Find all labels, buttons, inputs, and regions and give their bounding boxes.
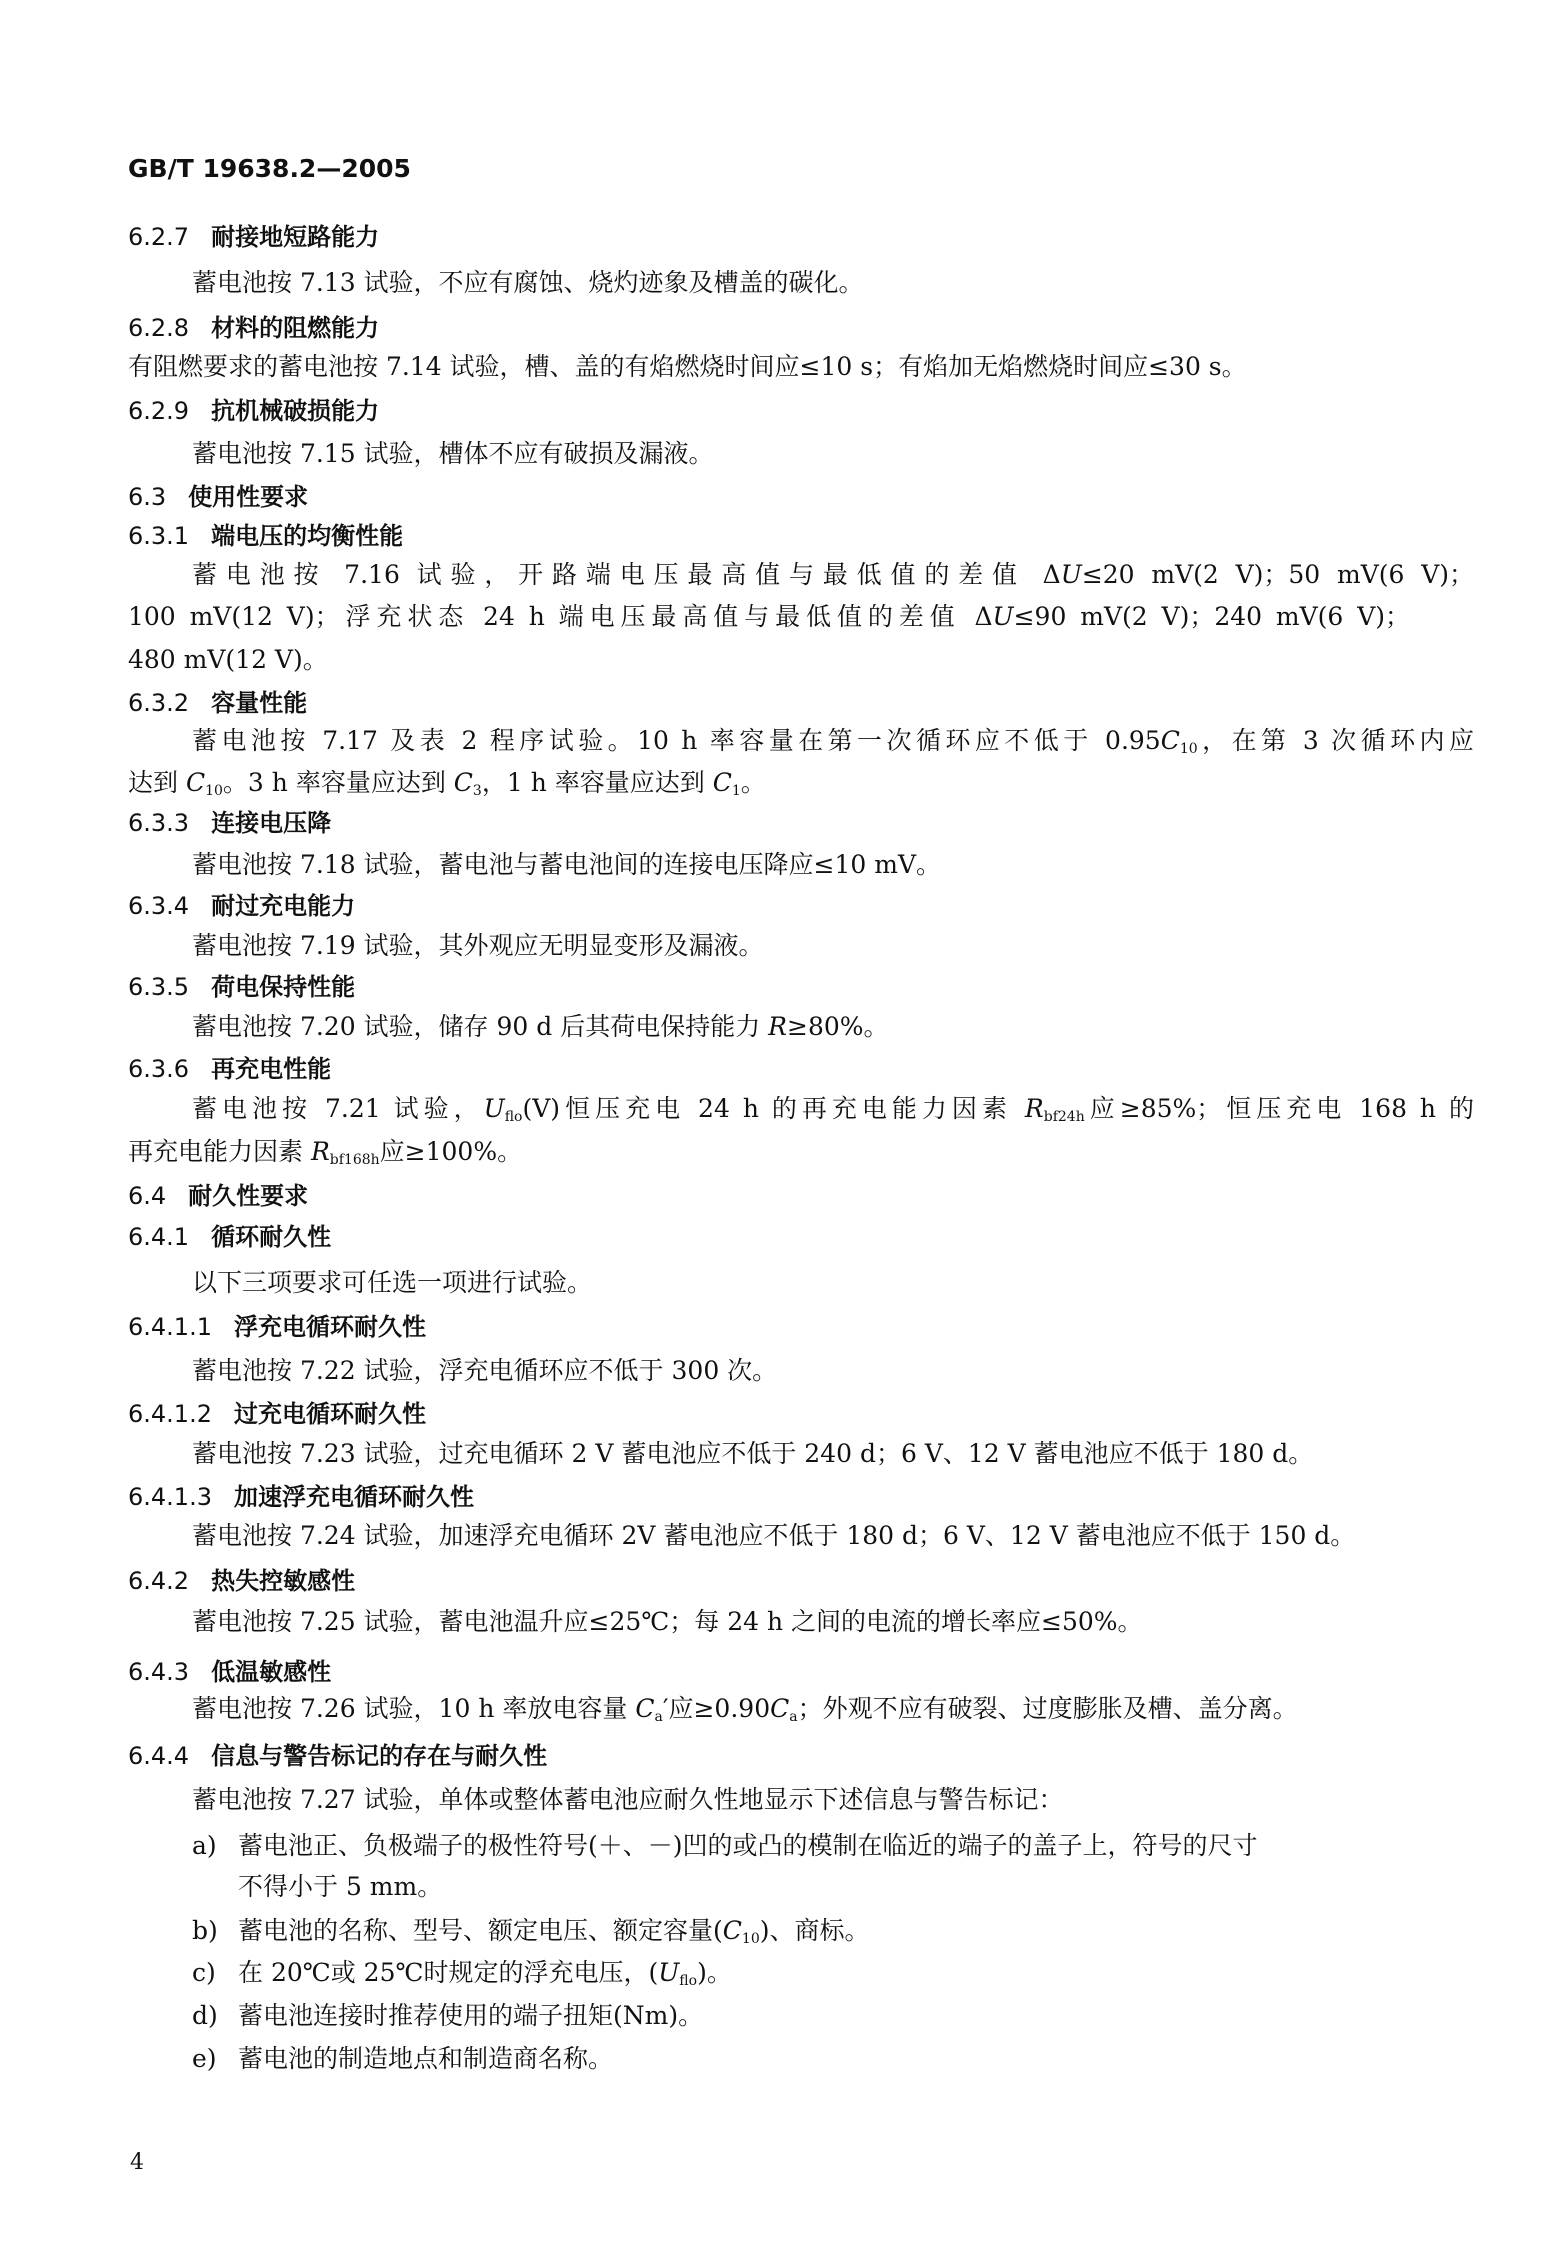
- section-heading: [128, 519, 403, 553]
- text-run: 蓄电池按 7.17 及表 2 程序试验。10 h 率容量在第一次循环应不低于 0.95: [192, 726, 1161, 755]
- section-title: 耐过充电能力: [211, 892, 356, 920]
- text-run: 蓄电池按 7.23 试验，过充电循环 2 V 蓄电池应不低于 240 d；6 V、12 V 蓄电池应不低于 180 d。: [192, 1439, 1314, 1468]
- paragraph-line: [192, 558, 1474, 592]
- math-subscript: 10: [741, 1931, 760, 1947]
- paragraph-line: [192, 929, 764, 963]
- paragraph-line: [192, 1692, 1298, 1734]
- text-run: 应≥100%。: [379, 1137, 523, 1166]
- math-subscript: 10: [1179, 741, 1198, 757]
- list-item: [192, 1914, 870, 1956]
- text-run: )。: [697, 1958, 732, 1987]
- paragraph-line: [192, 1010, 889, 1044]
- section-heading: [128, 889, 355, 923]
- section-number: 6.2.8: [128, 314, 190, 342]
- section-title: 容量性能: [211, 689, 308, 717]
- paragraph-line: [192, 437, 714, 471]
- section-heading: [128, 806, 331, 840]
- section-heading: [128, 1739, 547, 1773]
- section-number: 6.3.1: [128, 522, 190, 550]
- text-run: 应≥85%；恒压充电 168 h 的: [1084, 1094, 1474, 1123]
- text-run: ，在第 3 次循环内应: [1197, 726, 1474, 755]
- section-title: 使用性要求: [188, 483, 309, 511]
- paragraph-line: [192, 1354, 777, 1388]
- paragraph-line: [192, 1519, 1355, 1553]
- section-heading: [128, 311, 379, 345]
- math-variable: C: [635, 1694, 655, 1723]
- math-variable: C: [453, 768, 473, 797]
- text-run: 蓄电池按 7.25 试验，蓄电池温升应≤25℃；每 24 h 之间的电流的增长率应≤50%。: [192, 1607, 1143, 1636]
- text-run: 蓄电池按 7.27 试验，单体或整体蓄电池应耐久性地显示下述信息与警告标记：: [192, 1785, 1064, 1814]
- section-title: 端电压的均衡性能: [211, 522, 404, 550]
- section-heading: [128, 1655, 331, 1689]
- section-heading: [128, 1220, 331, 1254]
- section-title: 浮充电循环耐久性: [233, 1313, 426, 1341]
- paragraph-line: [192, 848, 941, 882]
- text-run: 达到: [128, 768, 186, 797]
- list-item-label: a): [192, 1831, 217, 1860]
- section-number: 6.3.5: [128, 973, 190, 1001]
- paragraph-line: [192, 1092, 1474, 1134]
- list-item-label: b): [192, 1916, 218, 1945]
- text-run: ≥80%。: [787, 1012, 889, 1041]
- text-run: 蓄电池按 7.26 试验，10 h 率放电容量: [192, 1694, 636, 1723]
- text-run: ′应≥0.90: [662, 1694, 771, 1723]
- text-run: 蓄电池的制造地点和制造商名称。: [238, 2044, 614, 2073]
- standard-number-header: GB/T 19638.2—2005: [128, 154, 411, 183]
- text-run: 以下三项要求可任选一项进行试验。: [192, 1268, 593, 1297]
- text-run: ≤20 mV(2 V)；50 mV(6 V)；: [1081, 560, 1475, 589]
- paragraph-line: [192, 1783, 1064, 1817]
- text-run: 蓄电池按 7.16 试验，开路端电压最高值与最低值的差值 Δ: [192, 560, 1061, 589]
- section-heading: [128, 1310, 426, 1344]
- paragraph-line: [238, 1870, 442, 1904]
- section-title: 耐久性要求: [188, 1182, 309, 1210]
- text-run: 蓄电池正、负极端子的极性符号(＋、－)凹的或凸的模制在临近的端子的盖子上，符号的尺寸: [238, 1831, 1258, 1860]
- list-item: [192, 2042, 613, 2076]
- section-heading: [128, 480, 308, 514]
- section-number: 6.2.9: [128, 397, 190, 425]
- page-number: 4: [130, 2150, 144, 2175]
- text-run: 蓄电池按 7.19 试验，其外观应无明显变形及漏液。: [192, 931, 764, 960]
- text-run: (V)恒压充电 24 h 的再充电能力因素: [522, 1094, 1025, 1123]
- text-run: 蓄电池按 7.24 试验，加速浮充电循环 2V 蓄电池应不低于 180 d；6 V、12 V 蓄电池应不低于 150 d。: [192, 1521, 1356, 1550]
- math-subscript: flo: [504, 1109, 523, 1125]
- paragraph-line: [192, 1266, 592, 1300]
- math-variable: R: [768, 1012, 787, 1041]
- text-run: 不得小于 5 mm。: [238, 1872, 443, 1901]
- math-variable: U: [992, 602, 1014, 631]
- text-run: 再充电能力因素: [128, 1137, 311, 1166]
- math-variable: U: [1060, 560, 1082, 589]
- section-title: 耐接地短路能力: [211, 223, 380, 251]
- section-number: 6.4.1.1: [128, 1313, 212, 1341]
- section-title: 连接电压降: [211, 809, 332, 837]
- paragraph-line: [128, 350, 1247, 384]
- section-heading: [128, 1564, 355, 1598]
- math-variable: C: [722, 1916, 742, 1945]
- text-run: ，1 h 率容量应达到: [481, 768, 713, 797]
- paragraph-line: [192, 266, 864, 300]
- section-number: 6.4: [128, 1182, 167, 1210]
- paragraph-line: [128, 643, 328, 677]
- text-run: ；外观不应有破裂、过度膨胀及槽、盖分离。: [797, 1694, 1298, 1723]
- list-item: [192, 1956, 732, 1998]
- list-item: [192, 1999, 703, 2033]
- math-subscript: 1: [731, 783, 741, 799]
- math-variable: C: [185, 768, 206, 797]
- section-title: 过充电循环耐久性: [233, 1400, 426, 1428]
- section-number: 6.3.6: [128, 1055, 190, 1083]
- section-number: 6.3: [128, 483, 167, 511]
- section-number: 6.3.4: [128, 892, 190, 920]
- math-variable: U: [658, 1958, 680, 1987]
- math-variable: R: [310, 1137, 330, 1166]
- section-heading: [128, 1052, 331, 1086]
- text-run: 。3 h 率容量应达到: [222, 768, 454, 797]
- paragraph-line: [128, 1135, 522, 1177]
- math-variable: C: [712, 768, 732, 797]
- text-run: 480 mV(12 V)。: [128, 645, 328, 674]
- section-number: 6.4.2: [128, 1567, 190, 1595]
- section-title: 低温敏感性: [211, 1658, 332, 1686]
- list-item-label: e): [192, 2044, 217, 2073]
- list-item-label: c): [192, 1958, 216, 1987]
- math-subscript: a: [789, 1709, 798, 1725]
- section-number: 6.4.1.3: [128, 1483, 212, 1511]
- list-item: [192, 1829, 1258, 1863]
- text-run: 蓄电池按 7.13 试验，不应有腐蚀、烧灼迹象及槽盖的碳化。: [192, 268, 864, 297]
- section-heading: [128, 1179, 308, 1213]
- math-subscript: 3: [472, 783, 482, 799]
- section-number: 6.4.1: [128, 1223, 190, 1251]
- paragraph-line: [192, 1437, 1313, 1471]
- math-variable: U: [483, 1094, 505, 1123]
- section-number: 6.4.3: [128, 1658, 190, 1686]
- text-run: ≤90 mV(2 V)；240 mV(6 V)；: [1013, 602, 1410, 631]
- text-run: 蓄电池按 7.18 试验，蓄电池与蓄电池间的连接电压降应≤10 mV。: [192, 850, 942, 879]
- paragraph-line: [192, 1605, 1143, 1639]
- math-variable: C: [770, 1694, 790, 1723]
- text-run: 蓄电池按 7.20 试验，储存 90 d 后其荷电保持能力: [192, 1012, 769, 1041]
- section-title: 热失控敏感性: [211, 1567, 356, 1595]
- section-heading: [128, 394, 379, 428]
- text-run: )、商标。: [759, 1916, 870, 1945]
- section-number: 6.3.2: [128, 689, 190, 717]
- math-variable: C: [1160, 726, 1180, 755]
- section-number: 6.4.4: [128, 1742, 190, 1770]
- text-run: 蓄电池按 7.21 试验，: [192, 1094, 484, 1123]
- section-number: 6.4.1.2: [128, 1400, 212, 1428]
- section-title: 材料的阻燃能力: [211, 314, 380, 342]
- math-subscript: 10: [205, 783, 223, 799]
- section-number: 6.2.7: [128, 223, 190, 251]
- math-subscript: bf24h: [1043, 1109, 1085, 1125]
- section-number: 6.3.3: [128, 809, 190, 837]
- section-heading: [128, 1480, 474, 1514]
- text-run: 。: [740, 768, 766, 797]
- text-run: 蓄电池的名称、型号、额定电压、额定容量(: [238, 1916, 723, 1945]
- text-run: 100 mV(12 V)；浮充状态 24 h 端电压最高值与最低值的差值 Δ: [128, 602, 993, 631]
- text-run: 蓄电池连接时推荐使用的端子扭矩(Nm)。: [238, 2001, 704, 2030]
- section-title: 抗机械破损能力: [211, 397, 380, 425]
- section-heading: [128, 970, 355, 1004]
- math-subscript: a: [654, 1709, 663, 1725]
- text-run: 有阻燃要求的蓄电池按 7.14 试验，槽、盖的有焰燃烧时间应≤10 s；有焰加无焰燃烧时间应≤30 s。: [128, 352, 1247, 381]
- section-heading: [128, 220, 379, 254]
- paragraph-line: [128, 600, 1410, 634]
- section-title: 荷电保持性能: [211, 973, 356, 1001]
- section-title: 再充电性能: [211, 1055, 332, 1083]
- paragraph-line: [128, 766, 766, 808]
- paragraph-line: [192, 724, 1474, 766]
- section-heading: [128, 686, 307, 720]
- text-run: 蓄电池按 7.15 试验，槽体不应有破损及漏液。: [192, 439, 714, 468]
- list-item-label: d): [192, 2001, 218, 2030]
- section-heading: [128, 1397, 426, 1431]
- math-variable: R: [1024, 1094, 1044, 1123]
- text-run: 在 20℃或 25℃时规定的浮充电压，(: [238, 1958, 659, 1987]
- section-title: 信息与警告标记的存在与耐久性: [211, 1742, 548, 1770]
- section-title: 加速浮充电循环耐久性: [233, 1483, 474, 1511]
- math-subscript: flo: [679, 1973, 698, 1989]
- math-subscript: bf168h: [329, 1152, 380, 1168]
- text-run: 蓄电池按 7.22 试验，浮充电循环应不低于 300 次。: [192, 1356, 778, 1385]
- section-title: 循环耐久性: [211, 1223, 332, 1251]
